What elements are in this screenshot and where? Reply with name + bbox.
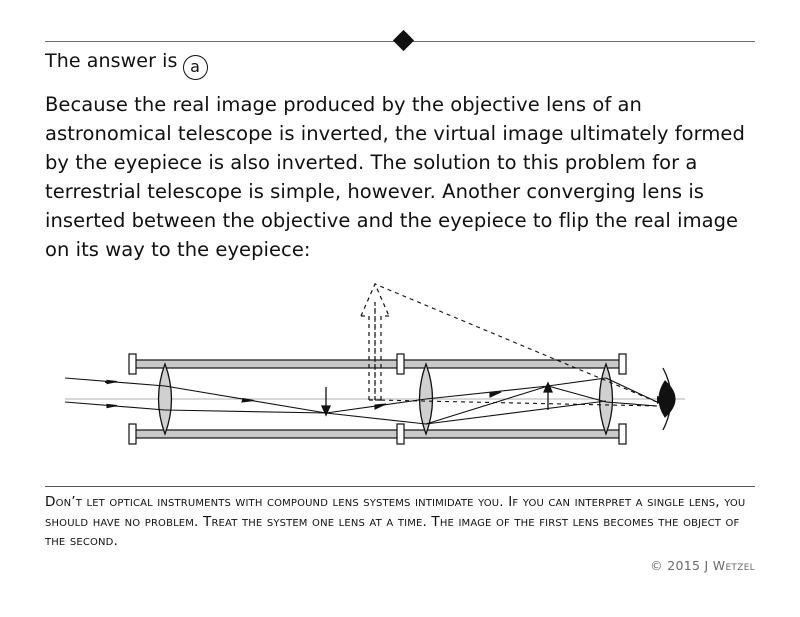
answer-line xyxy=(45,48,208,80)
objective-converging-rays xyxy=(165,386,326,413)
erecting-lens-rays xyxy=(326,399,426,424)
copyright-notice: © 2015 J Wetzel xyxy=(650,558,755,573)
figure-container xyxy=(45,250,761,465)
eye-icon xyxy=(657,368,675,430)
explanation-paragraph: Because the real image produced by the objective lens of an astronomical telescope is inverted, the virtual image ultimately formed by the eyepiece is also inverted. The solution to this problem for a terrestrial telescope is simple, however. Another converging lens is inserted between the objective and the eyepiece to flip the real image on its way to the eyepiece: xyxy=(45,93,745,261)
virtual-image-arrow xyxy=(361,284,389,400)
eyepiece-rays xyxy=(426,378,657,424)
answer-prefix: The answer is xyxy=(45,50,178,72)
first-real-image-arrow xyxy=(322,387,330,415)
telescope-diagram-svg xyxy=(45,250,761,465)
eyepiece-lens xyxy=(600,364,613,434)
incoming-rays xyxy=(65,378,165,410)
diamond-bullet-icon xyxy=(393,30,414,51)
virtual-image-construction-lines xyxy=(375,284,657,406)
bottom-divider xyxy=(45,486,755,487)
erecting-to-second-image-rays xyxy=(426,386,548,424)
objective-lens xyxy=(159,364,172,434)
answer-choice-badge: a xyxy=(183,55,208,80)
caption-text: Don’t let optical instruments with compound lens systems intimidate you. If you can interpret a single lens, you should have no problem. Treat the system one lens at a time. The image of the first lens becomes the object of the second. xyxy=(45,494,746,549)
